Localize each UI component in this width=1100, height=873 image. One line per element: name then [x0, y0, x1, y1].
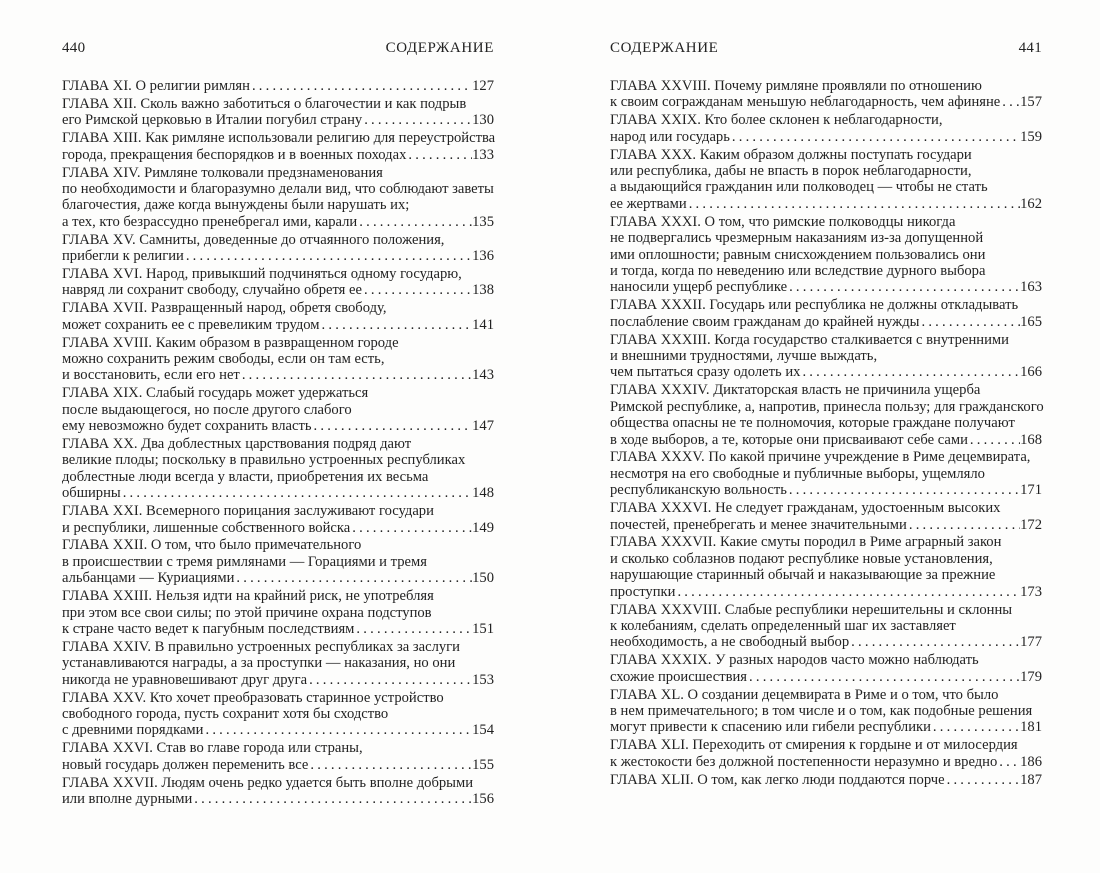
toc-entry: [62, 639, 494, 688]
toc-entry: [610, 534, 1042, 600]
toc-list: [62, 78, 494, 807]
toc-page-number: 181: [1020, 719, 1042, 736]
toc-entry-line: [610, 719, 1042, 735]
toc-entry-line: ГЛАВА XXXIV. Диктаторская власть не причинила ущерба: [610, 382, 981, 399]
dot-leader: [800, 364, 1020, 380]
toc-entry-line: ГЛАВА XXIV. В правильно устроенных республиках за заслуги: [62, 638, 460, 655]
page-header: [62, 40, 494, 57]
toc-entry-line: устанавливаются награды, а за проступки — наказания, но они: [62, 655, 456, 672]
toc-entry-line: [610, 364, 1042, 380]
page-right: [610, 40, 1042, 790]
toc-entry-text: и восстановить, если его нет: [62, 367, 240, 384]
toc-entry-line: [62, 520, 494, 536]
toc-page-number: 186: [1020, 753, 1042, 770]
running-head: СОДЕРЖАНИЕ: [385, 40, 494, 56]
toc-entry-line: ГЛАВА XXII. О том, что было примечательного: [62, 537, 362, 554]
toc-entry-line: [62, 317, 494, 333]
toc-entry-line: ГЛАВА XXXVII. Какие смуты породил в Риме аграрный закон: [610, 534, 1002, 551]
page-left: [62, 40, 494, 809]
dot-leader: [240, 367, 472, 383]
toc-entry-line: [62, 147, 494, 163]
dot-leader: [687, 196, 1020, 212]
toc-entry-line: Римской республике, а, напротив, принесла пользу; для гражданского: [610, 398, 1044, 415]
toc-page-number: 163: [1020, 279, 1042, 296]
toc-entry-line: [62, 621, 494, 637]
toc-entry: [610, 214, 1042, 296]
toc-entry-line: ГЛАВА XXXII. Государь или республика не должны откладывать: [610, 297, 1019, 314]
dot-leader: [308, 757, 472, 773]
dot-leader: [184, 248, 472, 264]
dot-leader: [945, 772, 1021, 788]
toc-entry-line: и сколько соблазнов подают республике новые установления,: [610, 550, 993, 567]
toc-entry-line: [610, 517, 1042, 533]
dot-leader: [121, 485, 472, 501]
dot-leader: [1000, 94, 1020, 110]
toc-entry-line: великие плоды; поскольку в правильно устроенных республиках: [62, 452, 466, 469]
toc-entry: [610, 652, 1042, 685]
toc-entry-text: народ или государь: [610, 128, 730, 145]
toc-entry-text: ГЛАВА XLII. О том, как легко люди поддаются порче: [610, 771, 945, 788]
dot-leader: [849, 634, 1020, 650]
toc-entry: [62, 436, 494, 502]
toc-entry-text: ее жертвами: [610, 195, 687, 212]
toc-page-number: 162: [1020, 195, 1042, 212]
toc-entry-line: ГЛАВА XXIX. Кто более склонен к неблагодарности,: [610, 112, 943, 129]
toc-entry-text: могут привести к спасению или гибели республики: [610, 719, 931, 736]
toc-page-number: 143: [472, 367, 494, 384]
toc-entry: [62, 165, 494, 231]
toc-entry-line: в нем примечательного; в том числе и о том, как подобные решения: [610, 703, 1033, 720]
toc-entry: [610, 147, 1042, 213]
toc-page-number: 165: [1020, 313, 1042, 330]
toc-entry-line: доблестные люди всегда у власти, приобретения их весьма: [62, 468, 429, 485]
toc-entry-line: ГЛАВА XLI. Переходить от смирения к гордыне и от милосердия: [610, 737, 1018, 754]
toc-entry-line: [62, 570, 494, 586]
toc-entry-line: после выдающегося, но после другого слабого: [62, 401, 352, 418]
toc-entry-text: к стране часто ведет к пагубным последствиям: [62, 621, 355, 637]
toc-entry: [610, 500, 1042, 533]
toc-entry-line: ГЛАВА XXVII. Людям очень редко удается быть вполне добрыми: [62, 774, 474, 791]
dot-leader: [675, 584, 1020, 600]
toc-entry-line: свободного города, пусть сохранит хотя бы сходство: [62, 706, 389, 723]
toc-entry-text: города, прекращения беспорядков и в военных походах: [62, 146, 407, 163]
toc-entry: [62, 537, 494, 586]
toc-entry-text: и республики, лишенные собственного войска: [62, 519, 351, 536]
toc-entry-line: или республика, дабы не впасть в порок неблагодарности,: [610, 163, 972, 180]
toc-entry: [62, 300, 494, 333]
toc-page-number: 151: [472, 621, 494, 637]
dot-leader: [307, 672, 472, 688]
toc-entry-line: ГЛАВА XV. Самниты, доведенные до отчаянного положения,: [62, 231, 445, 248]
dot-leader: [203, 722, 472, 738]
toc-entry-line: нарушающие старинный обычай и наказывающие за прежние: [610, 567, 996, 584]
toc-page-number: 141: [472, 316, 494, 333]
toc-entry-line: [610, 94, 1042, 110]
toc-entry-line: [62, 757, 494, 773]
toc-entry: [610, 449, 1042, 498]
dot-leader: [747, 669, 1020, 685]
toc-entry-line: ГЛАВА XXI. Всемерного порицания заслуживают государи: [62, 503, 434, 520]
toc-entry-line: общества опасны не те полномочия, которые граждане получают: [610, 415, 1015, 432]
toc-page-number: 147: [472, 418, 494, 435]
toc-entry-line: [610, 314, 1042, 330]
toc-entry-line: ГЛАВА XIX. Слабый государь может удержаться: [62, 385, 369, 402]
toc-entry-text: наносили ущерб республике: [610, 279, 788, 296]
toc-entry-line: ГЛАВА XXXIII. Когда государство сталкивается с внутренними: [610, 331, 1009, 348]
toc-page-number: 159: [1020, 128, 1042, 145]
toc-entry: [610, 772, 1042, 788]
toc-entry-line: [62, 722, 494, 738]
toc-entry: [62, 503, 494, 536]
dot-leader: [320, 317, 473, 333]
toc-entry-text: новый государь должен переменить все: [62, 756, 309, 773]
toc-page-number: 138: [472, 282, 494, 299]
toc-entry-text: навряд ли сохранит свободу, случайно обретя ее: [62, 282, 362, 299]
toc-entry-line: [610, 754, 1042, 770]
toc-entry: [62, 130, 494, 163]
folio-number: 440: [62, 40, 86, 56]
toc-page-number: 172: [1020, 516, 1042, 533]
toc-entry-line: ГЛАВА XXXI. О том, что римские полководцы никогда: [610, 213, 956, 230]
toc-entry-line: ГЛАВА XIII. Как римляне использовали религию для переустройства: [62, 130, 496, 147]
toc-entry-text: чем пытаться сразу одолеть их: [610, 364, 801, 381]
toc-entry-line: ГЛАВА XXVI. Став во главе города или страны,: [62, 740, 363, 757]
toc-entry-line: ГЛАВА XVII. Развращенный народ, обретя свободу,: [62, 300, 387, 317]
toc-entry-text: а тех, кто безрассудно пренебрегал ими, карали: [62, 213, 358, 230]
toc-entry-line: [62, 367, 494, 383]
toc-entry: [62, 385, 494, 434]
toc-entry: [610, 602, 1042, 651]
toc-entry-text: с древними порядками: [62, 722, 204, 739]
dot-leader: [787, 482, 1020, 498]
dot-leader: [362, 282, 472, 298]
toc-entry-line: ГЛАВА XXV. Кто хочет преобразовать старинное устройство: [62, 689, 444, 706]
toc-entry-line: [610, 196, 1042, 212]
toc-entry-text: может сохранить ее с превеликим трудом: [62, 316, 320, 333]
toc-entry-line: ГЛАВА XXXVI. Не следует гражданам, удостоенным высоких: [610, 500, 1001, 517]
toc-entry: [610, 382, 1042, 448]
toc-entry-text: к жестокости без должной постепенности неразумно и вредно: [610, 753, 998, 770]
toc-entry-line: [610, 669, 1042, 685]
toc-entry-line: благочестия, даже когда вынуждены были нарушать их;: [62, 197, 410, 214]
toc-entry-text: схожие происшествия: [610, 668, 748, 685]
dot-leader: [312, 418, 473, 434]
toc-page-number: 149: [472, 519, 494, 536]
dot-leader: [192, 791, 472, 807]
toc-list: [610, 78, 1042, 788]
dot-leader: [234, 570, 472, 586]
dot-leader: [350, 520, 472, 536]
toc-entry: [62, 266, 494, 299]
toc-entry-text: послабление своим гражданам до крайней нужды: [610, 313, 920, 330]
toc-page-number: 168: [1020, 431, 1042, 448]
toc-entry-text: ГЛАВА XI. О религии римлян: [62, 78, 250, 94]
toc-entry-text: альбанцами — Куриациями: [62, 570, 235, 587]
toc-entry-line: ими оплошности; равным снисхождением пользовались они: [610, 246, 986, 263]
dot-leader: [250, 78, 472, 94]
toc-entry: [62, 588, 494, 637]
toc-entry: [62, 690, 494, 739]
toc-entry-text: необходимость, а не свободный выбор: [610, 634, 850, 651]
toc-entry-line: [62, 112, 494, 128]
toc-entry-line: [62, 485, 494, 501]
toc-entry-text: обширны: [62, 485, 121, 502]
toc-entry: [62, 775, 494, 808]
toc-entry-line: [62, 214, 494, 230]
dot-leader: [730, 129, 1020, 145]
toc-entry-line: ГЛАВА XIV. Римляне толковали предзнаменования: [62, 164, 383, 181]
dot-leader: [354, 621, 472, 637]
dot-leader: [931, 719, 1020, 735]
toc-entry-line: при этом все свои силы; по этой причине охрана подступов: [62, 604, 432, 621]
toc-entry: [610, 112, 1042, 145]
toc-entry: [62, 78, 494, 94]
toc-entry-line: ГЛАВА XXX. Каким образом должны поступать государи: [610, 146, 972, 163]
page-header: [610, 40, 1042, 57]
toc-page-number: 130: [472, 112, 494, 129]
toc-entry-text: его Римской церковью в Италии погубил страну: [62, 112, 363, 129]
toc-entry-line: [62, 791, 494, 807]
dot-leader: [362, 112, 472, 128]
toc-entry: [610, 297, 1042, 330]
toc-entry: [62, 232, 494, 265]
toc-page-number: 135: [472, 213, 494, 230]
dot-leader: [357, 214, 472, 230]
running-head: СОДЕРЖАНИЕ: [610, 40, 719, 56]
toc-entry-line: [62, 418, 494, 434]
toc-entry-line: ГЛАВА XL. О создании децемвирата в Риме и о том, что было: [610, 686, 999, 703]
toc-page-number: 177: [1020, 634, 1042, 651]
toc-page-number: 155: [472, 756, 494, 773]
toc-entry-line: [610, 772, 1042, 788]
toc-entry-line: в происшествии с тремя римлянами — Горациями и тремя: [62, 553, 427, 570]
toc-entry-text: к своим согражданам меньшую неблагодарность, чем афиняне: [610, 94, 1001, 111]
toc-page-number: 127: [472, 78, 494, 94]
toc-entry: [610, 332, 1042, 381]
toc-page-number: 133: [472, 146, 494, 163]
toc-entry-line: несмотря на его свободные и публичные выборы, ущемляло: [610, 465, 985, 482]
toc-entry-line: [610, 482, 1042, 498]
toc-entry-text: республиканскую вольность: [610, 482, 787, 499]
toc-entry-line: [610, 634, 1042, 650]
toc-entry-line: [610, 432, 1042, 448]
toc-entry-text: почестей, пренебрегать и менее значительными: [610, 516, 907, 533]
toc-entry-line: к колебаниям, сделать определенный шаг их заставляет: [610, 618, 956, 634]
dot-leader: [997, 754, 1020, 770]
toc-entry-line: и тогда, когда по неведению или вследствие дурного выбора: [610, 262, 986, 279]
toc-entry-line: ГЛАВА XX. Два доблестных царствования подряд дают: [62, 436, 412, 453]
toc-entry-text: прибегли к религии: [62, 248, 184, 265]
toc-entry-text: никогда не уравновешивают друг друга: [62, 671, 308, 688]
toc-entry-line: [610, 279, 1042, 295]
toc-entry-line: ГЛАВА XII. Сколь важно заботиться о благочестии и как подрыв: [62, 95, 467, 112]
toc-entry-text: в ходе выборов, а те, которые они присваивают себе сами: [610, 431, 968, 448]
toc-entry: [610, 78, 1042, 111]
toc-entry-line: [62, 248, 494, 264]
toc-entry-line: не подвергались чрезмерным наказаниям из-за допущенной: [610, 230, 984, 247]
toc-entry-line: ГЛАВА XXXVIII. Слабые республики нерешительны и склонны: [610, 601, 1013, 618]
toc-entry-text: проступки: [610, 583, 676, 600]
toc-page-number: 148: [472, 485, 494, 502]
toc-entry-line: ГЛАВА XXVIII. Почему римляне проявляли по отношению: [610, 78, 982, 94]
toc-page-number: 136: [472, 248, 494, 265]
toc-entry-line: [610, 129, 1042, 145]
toc-page-number: 156: [472, 791, 494, 808]
dot-leader: [406, 147, 472, 163]
toc-page-number: 187: [1020, 771, 1042, 788]
toc-page-number: 179: [1020, 668, 1042, 685]
toc-page-number: 150: [472, 570, 494, 587]
toc-page-number: 157: [1020, 94, 1042, 111]
toc-entry-line: ГЛАВА XXXV. По какой причине учреждение в Риме децемвирата,: [610, 449, 1031, 466]
toc-entry-text: или вполне дурными: [62, 791, 193, 808]
toc-entry-line: ГЛАВА XXXIX. У разных народов часто можно наблюдать: [610, 652, 979, 669]
toc-entry-line: [62, 672, 494, 688]
dot-leader: [968, 432, 1020, 448]
toc-entry: [62, 335, 494, 384]
dot-leader: [919, 314, 1020, 330]
toc-entry-line: а выдающийся гражданин или полководец — чтобы не стать: [610, 179, 988, 196]
toc-entry-line: можно сохранить режим свободы, если он там есть,: [62, 351, 385, 367]
toc-entry: [62, 740, 494, 773]
toc-page-number: 166: [1020, 364, 1042, 381]
toc-page-number: 173: [1020, 583, 1042, 600]
toc-entry-line: ГЛАВА XVIII. Каким образом в развращенном городе: [62, 334, 399, 351]
toc-entry-line: и внешними трудностями, лучше выждать,: [610, 348, 878, 364]
toc-entry-line: [62, 282, 494, 298]
toc-entry-text: ему невозможно будет сохранить власть: [62, 418, 312, 435]
folio-number: 441: [1018, 40, 1042, 56]
toc-entry-line: ГЛАВА XVI. Народ, привыкший подчиняться одному государю,: [62, 265, 462, 282]
toc-entry-line: по необходимости и благоразумно делали вид, что соблюдают заветы: [62, 180, 494, 197]
toc-entry-line: [62, 78, 494, 94]
toc-entry: [610, 737, 1042, 770]
dot-leader: [787, 279, 1020, 295]
toc-entry-line: ГЛАВА XXIII. Нельзя идти на крайний риск, не употребляя: [62, 588, 434, 605]
toc-entry: [62, 96, 494, 129]
toc-page-number: 153: [472, 671, 494, 688]
toc-page-number: 154: [472, 722, 494, 739]
toc-page-number: 171: [1020, 482, 1042, 499]
toc-entry-line: [610, 584, 1042, 600]
dot-leader: [907, 517, 1020, 533]
toc-entry: [610, 687, 1042, 736]
